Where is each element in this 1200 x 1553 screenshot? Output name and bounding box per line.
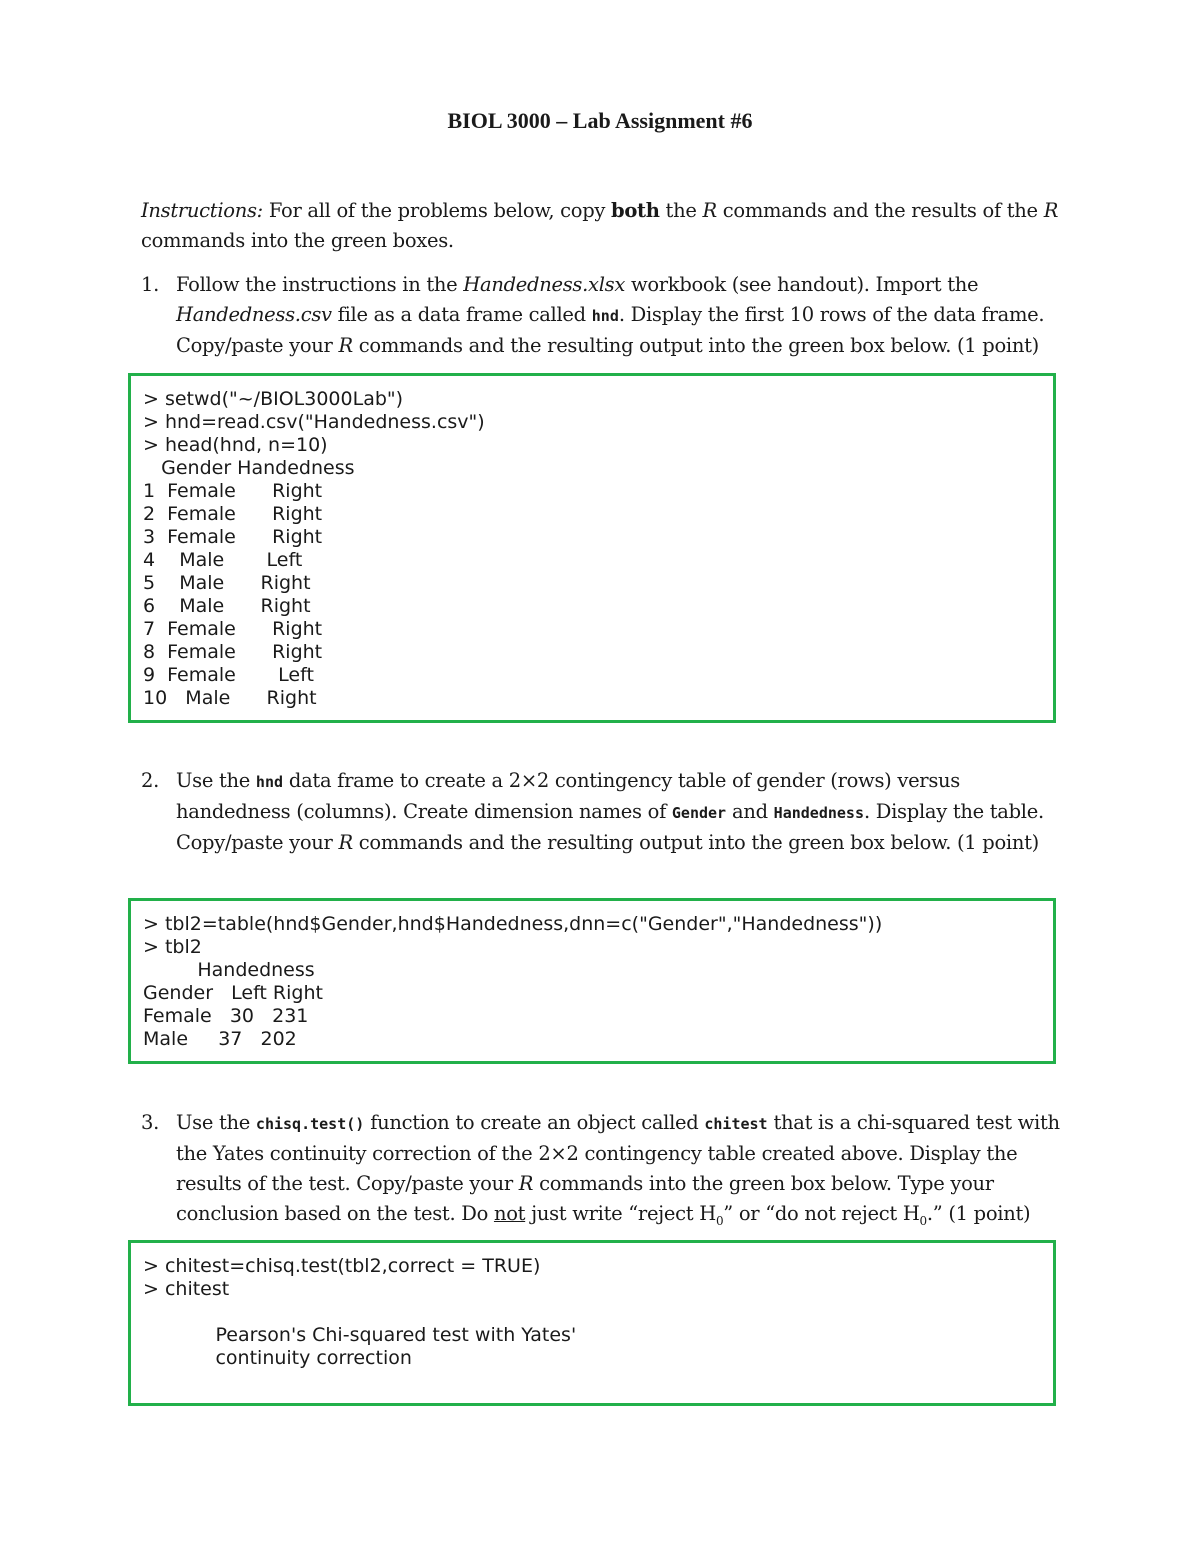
instructions-label: Instructions: — [141, 199, 263, 222]
r-italic: R — [1043, 199, 1059, 222]
text: commands and the resulting output into the green box below. (1 point) — [352, 831, 1039, 854]
text: function to create an object called — [364, 1111, 705, 1134]
instructions-text: the — [659, 199, 703, 222]
question-1 — [141, 270, 1061, 361]
inline-code: hnd — [255, 773, 284, 791]
question-number: 2. — [141, 769, 160, 792]
page-title: BIOL 3000 – Lab Assignment #6 — [447, 108, 753, 133]
instructions-text: commands into the green boxes. — [141, 229, 454, 252]
text: ” or “do not reject H — [723, 1202, 920, 1225]
text: Use the — [176, 1111, 256, 1134]
filename: Handedness.csv — [176, 303, 332, 326]
text: Follow the instructions in the — [176, 273, 464, 296]
text: just write “reject H — [525, 1202, 716, 1225]
text: data frame to create a 2×2 contingency table of gender (rows) versus handedness (columns). Create dimension names of — [176, 769, 961, 823]
text: Use the — [176, 769, 256, 792]
question-text — [176, 766, 1061, 858]
instructions-bold: both — [611, 199, 660, 222]
subscript: 0 — [715, 1213, 724, 1228]
underlined-not: not — [493, 1202, 526, 1225]
question-text — [176, 270, 1061, 361]
question-2 — [141, 766, 1061, 858]
question-number: 1. — [141, 273, 160, 296]
text: workbook (see handout). Import the — [625, 273, 979, 296]
answer-box-1[interactable] — [128, 373, 1056, 723]
instructions-text: commands and the results of the — [716, 199, 1044, 222]
instructions-paragraph — [141, 196, 1061, 256]
subscript: 0 — [919, 1213, 927, 1228]
answer-code-2: > tbl2=table(hnd$Gender,hnd$Handedness,dnn=c("Gender","Handedness")) > tbl2 Handedness Gender Left Right Female 30 231 Male 37 202 — [143, 913, 883, 1050]
r-italic: R — [338, 334, 353, 357]
text: commands into the green box below. Type your conclusion based on the test. Do — [176, 1172, 994, 1225]
r-italic: R — [518, 1172, 534, 1195]
r-italic: R — [338, 831, 353, 854]
answer-code-1: > setwd("~/BIOL3000Lab") > hnd=read.csv("Handedness.csv") > head(hnd, n=10) Gender Handedness 1 Female Right 2 Female Right 3 Female Right 4 Male Left 5 Male Right 6 Male Right 7 Female Right 8 Female Right 9 Female Left 10 Male Right — [143, 388, 485, 709]
inline-code: chitest — [704, 1115, 768, 1133]
text: commands and the resulting output into the green box below. (1 point) — [352, 334, 1039, 357]
inline-code: hnd — [591, 307, 619, 325]
answer-box-2[interactable] — [128, 898, 1056, 1064]
filename: Handedness.xlsx — [463, 273, 626, 296]
r-italic: R — [702, 199, 717, 222]
text: . Display the first 10 rows of the data frame. Copy/paste your — [176, 303, 1045, 357]
question-text — [176, 1108, 1061, 1236]
answer-code-3: > chitest=chisq.test(tbl2,correct = TRUE) > chitest Pearson's Chi-squared test with Yates' continuity correction — [143, 1255, 577, 1369]
inline-code: Handedness — [773, 804, 864, 822]
inline-code: chisq.test() — [255, 1115, 365, 1133]
inline-code: Gender — [671, 804, 727, 822]
instructions-text: For all of the problems below, copy — [262, 199, 612, 222]
answer-box-3[interactable] — [128, 1240, 1056, 1406]
text: file as a data frame called — [331, 303, 592, 326]
text: . Display the table. Copy/paste your — [176, 800, 1044, 854]
text: .” (1 point) — [926, 1202, 1031, 1225]
text: that is a chi-squared test with the Yates continuity correction of the 2×2 contingency table created above. Display the results of the test. Copy/paste your — [176, 1111, 1060, 1195]
text: and — [726, 800, 774, 823]
question-number: 3. — [141, 1111, 160, 1134]
question-3 — [141, 1108, 1061, 1236]
